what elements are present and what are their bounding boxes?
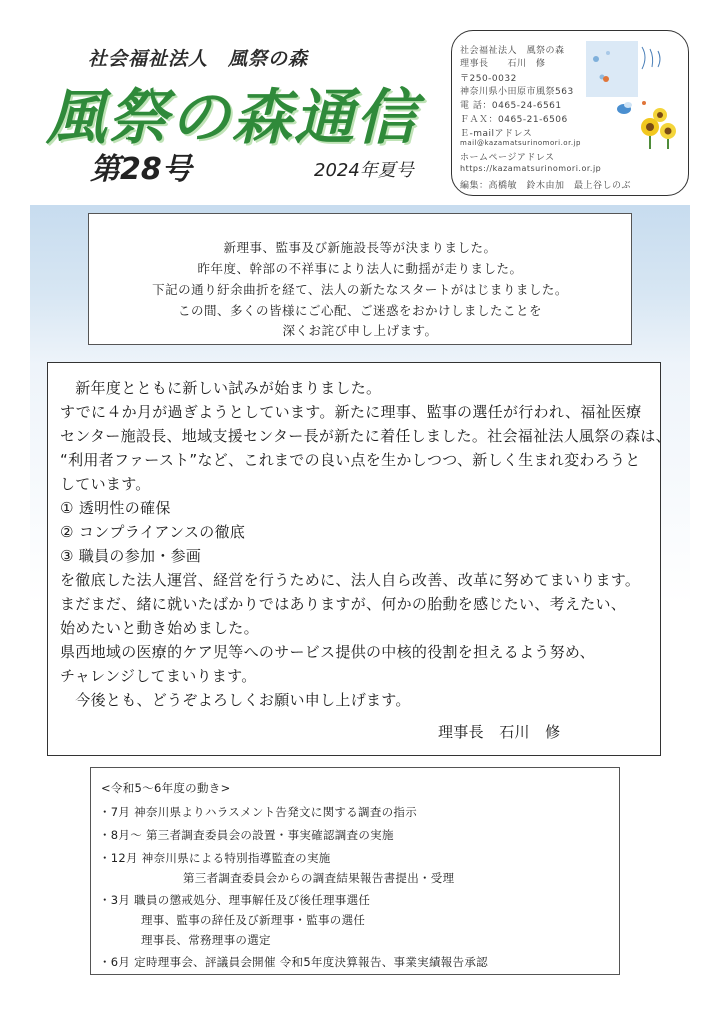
notice-line: 昨年度、幹部の不祥事により法人に動揺が走りました。 [197,261,523,276]
sunflower-illustration [584,39,680,149]
timeline-item: ・3月 職員の懲戒処分、理事解任及び後任理事選任 [99,893,371,907]
info-org: 社会福祉法人 風祭の森 [460,46,565,56]
timeline-item: ・7月 神奈川県よりハラスメント告発文に関する調査の指示 [99,805,418,819]
info-editors: 編集：高橋敏 鈴木由加 最上谷しのぶ [460,181,632,191]
timeline-item: ・6月 定時理事会、評議員会開催 令和5年度決算報告、事業実績報告承認 [99,955,488,969]
timeline-heading: <令和5～6年度の動き> [101,781,231,795]
info-email-label: Ｅ-mailアドレス [460,129,533,139]
contact-info-box [451,30,689,196]
message-line: “利用者ファースト”など、これまでの良い点を生かしつつ、新しく生まれ変わろうと [60,451,641,469]
message-line: センター施設長、地域支援センター長が新たに着任しました。社会福祉法人風祭の森は、 [60,427,671,445]
message-line: すでに４か月が過ぎようとしています。新たに理事、監事の選任が行われ、福祉医療 [60,403,642,421]
newsletter-title: 風祭の森通信 [46,83,418,153]
goal-item-3: ③ 職員の参加・参画 [60,547,202,565]
chairman-message-box [47,362,671,756]
message-line: 県西地域の医療的ケア児等へのサービス提供の中核的役割を担えるよう努め、 [60,643,595,661]
issue-season: 2024年夏号 [314,160,414,181]
goal-item-1: ① 透明性の確保 [60,499,171,517]
info-email: mail@kazamatsurinomori.or.jp [460,139,581,147]
message-line: しています。 [60,475,151,493]
message-line: 新年度とともに新しい試みが始まりました。 [60,379,382,397]
info-homepage: https://kazamatsurinomori.or.jp [460,164,602,173]
notice-line: 下記の通り紆余曲折を経て、法人の新たなスタートがはじまりました。 [152,282,568,297]
organization-name: 社会福祉法人 風祭の森 [88,48,309,70]
timeline-item: 理事長、常務理事の選定 [141,933,271,947]
info-homepage-label: ホームページアドレス [460,153,555,163]
signature: 理事長 石川 修 [438,723,561,741]
message-line: チャレンジしてまいります。 [60,667,257,685]
info-fax: ＦＡＸ：0465-21-6506 [460,115,568,125]
timeline-item: 第三者調査委員会からの調査結果報告書提出・受理 [183,871,455,885]
message-line: 始めたいと動き始めました。 [60,619,259,637]
issue-number: 第28号 [90,152,192,187]
info-address: 神奈川県小田原市風祭563 [460,87,574,97]
notice-line: 深くお詫び申し上げます。 [282,323,438,338]
message-line: を徹底した法人運営、経営を行うために、法人自ら改善、改革に努めてまいります。 [60,571,641,589]
notice-line: この間、多くの皆様にご心配、ご迷惑をおかけしましたことを [177,303,542,318]
timeline-box [90,767,620,975]
timeline-item: ・8月～ 第三者調査委員会の設置・事実確認調査の実施 [99,828,394,842]
info-postcode: 〒250-0032 [460,74,517,84]
announcement-box [88,213,632,345]
goal-item-2: ② コンプライアンスの徹底 [60,523,246,541]
info-chairman: 理事長 石川 修 [460,59,546,69]
notice-line: 新理事、監事及び新施設長等が決まりました。 [223,240,497,255]
timeline-item: ・12月 神奈川県による特別指導監査の実施 [99,851,331,865]
message-line: まだまだ、緒に就いたばかりではありますが、何かの胎動を感じたい、考えたい、 [60,595,627,613]
info-phone: 電 話：0465-24-6561 [460,101,562,111]
timeline-item: 理事、監事の辞任及び新理事・監事の選任 [141,913,366,927]
message-line: 今後とも、どうぞよろしくお願い申し上げます。 [60,691,411,709]
